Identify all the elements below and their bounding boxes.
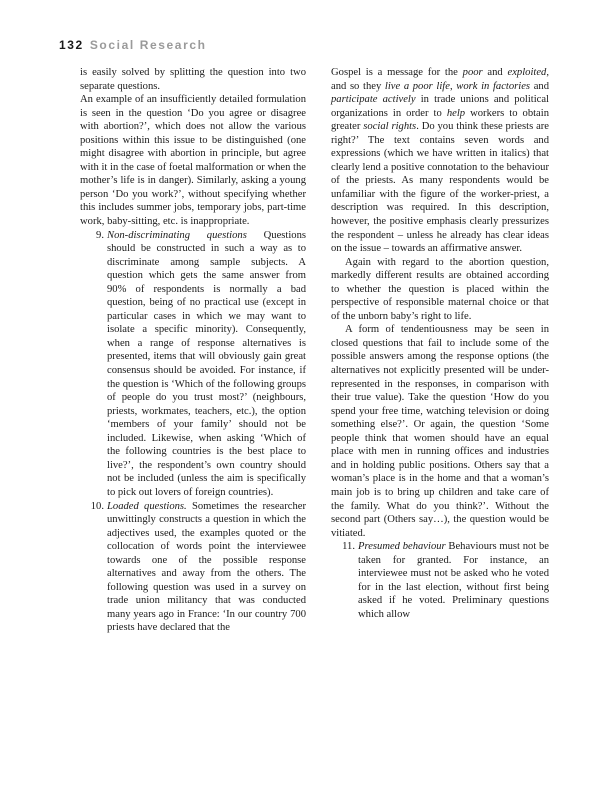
text-run: . Do you think these priests are right?’ The text contains seven words and expressions (which we have written in italics) that clearly lend a positive connotation to the behaviour of the priests. As many respondents would be unfamiliar with the figure of the worker-priest, a description was required. In this description, however, the positive emphasis clearly pressurizes the respondent – unless he already has clear ideas on the issue – towards an affirmative answer. (331, 121, 549, 255)
item-number: 9. (96, 229, 104, 241)
right-paragraph-3: A form of tendentiousness may be seen in closed questions that fail to include some of the possible answers among the response options (the alternatives not explicitly presented will be under-represented in the responses, in comparison with their true value). Take the question ‘How do you spend your free time, watching television or doing something else?’. Or again, the question ‘Some people think that women should have an equal place with men in running offices and industries and in holding public positions. Others say that a woman’s place is in the home and that a woman’s main job is to bring up children and take care of the family. What do you think?’. Without the second part (Others say…), the question would be vitiated. (331, 324, 549, 539)
italic-term: social rights (363, 121, 417, 133)
item-title: Loaded questions. (107, 500, 187, 512)
item-title: Non-discriminating questions (107, 229, 247, 241)
right-paragraph-1 (331, 66, 549, 256)
item-number: 10. (90, 500, 104, 512)
list-item-11 (331, 540, 549, 621)
item-body: Behaviours must not be taken for granted. For instance, an interviewee must not be asked who he voted for in the last election, without first being asked if he voted. Preliminary questions which allow (358, 541, 549, 620)
list-item-10 (80, 500, 306, 635)
text-run: , (449, 80, 457, 92)
text-run: and (530, 80, 550, 92)
text-run: workers to obtain greater (331, 107, 549, 133)
italic-term: live a poor life (384, 80, 450, 92)
item-body: Questions should be constructed in such a way as to discriminate among sample subjects. A question which gets the same answer from 90% of respondents is normally a bad question, being of no practical use (except in particular cases in which we may want to isolate a specific minority). Consequently, when a range of response alternatives is presented, items that will obviously gain great consensus should be avoided. For instance, if the question is ‘Which of the following groups of people do you trust most?’ (neighbours, priests, workmates, teachers, etc.), the option ‘members of your family’ should not be included. Likewise, when asking ‘Which of the following countries is the best place to live?’, the respondent’s own country should not be included (unless the aim is specifically to pick out lovers of foreign countries). (107, 229, 306, 498)
text-run: in trade unions and political organizations in order to (331, 94, 549, 119)
text-run: and (482, 67, 508, 78)
left-paragraph-2: An example of an insufficiently detailed formulation is seen in the question ‘Do you agree or disagree with abortion?’, which does not allow the various positions within this issue to be distinguished (one might disagree with abortion in principle, but agree with it in the case of foetal malformation or when the mother’s life is in danger). Similarly, asking a young person ‘Do you work?’, without specifying whether this includes summer jobs, temporary jobs, part-time work, baby-sitting, etc. is inappropriate. (80, 94, 306, 228)
running-header (59, 38, 207, 52)
item-body: Sometimes the researcher unwittingly constructs a question in which the adjectives used, the examples quoted or the collocation of words point the interviewee towards one of the possible response alternatives and away from the others. The following question was used in a survey on trade union militancy that was conducted many years ago in France: ‘In our country 700 priests have declared that the (107, 500, 306, 634)
left-paragraph-1: is easily solved by splitting the question into two separate questions. (80, 67, 306, 92)
running-title: Social Research (89, 38, 207, 52)
item-number: 11. (342, 541, 355, 553)
right-paragraph-2: Again with regard to the abortion question, markedly different results are obtained according to whether the question is placed within the perspective of responsible maternal choice or that of the unborn baby’s right to life. (331, 256, 549, 322)
italic-term: poor (462, 67, 483, 78)
text-run: Gospel is a message for the (331, 67, 463, 78)
right-column (331, 66, 549, 621)
text-run: , and so they (331, 67, 549, 92)
page-number: 132 (59, 38, 84, 52)
italic-term: work in factories (456, 80, 531, 92)
italic-term: help (446, 107, 466, 119)
item-title: Presumed behaviour (358, 541, 446, 553)
italic-term: participate actively (331, 94, 416, 106)
italic-term: exploited (507, 67, 547, 78)
left-column (80, 66, 306, 635)
list-item-9 (80, 229, 306, 500)
